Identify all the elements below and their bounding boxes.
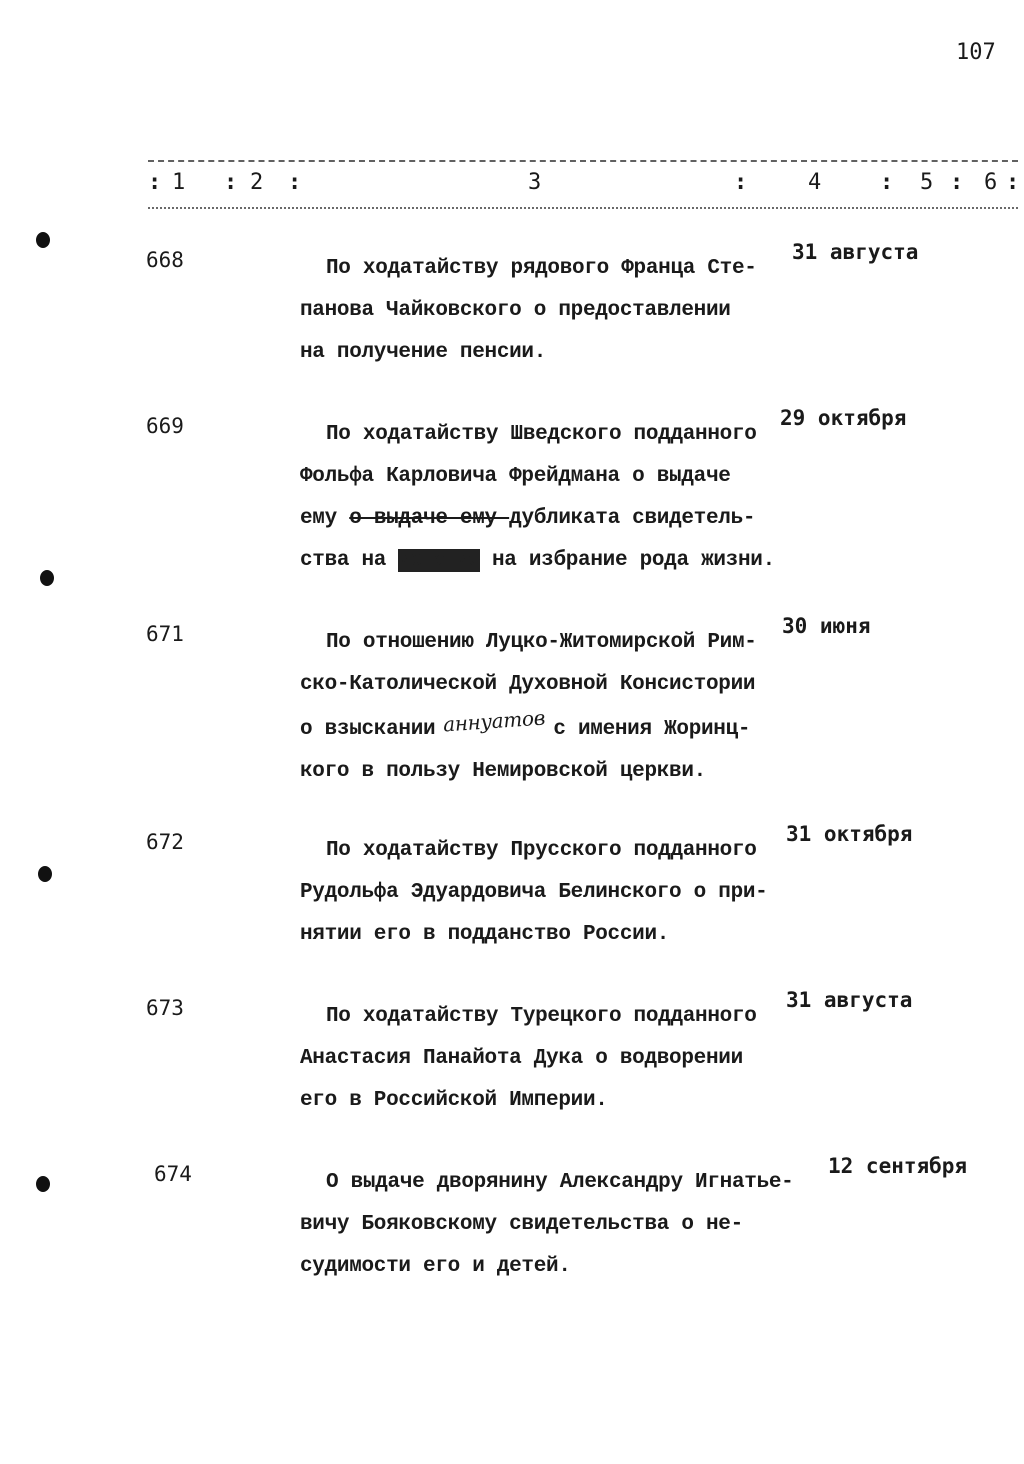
entry-number: 669 — [146, 414, 184, 438]
page-number: 107 — [956, 40, 996, 65]
column-separator: : — [734, 170, 748, 195]
binder-hole-mark — [38, 866, 52, 882]
entry-line: ско-Католической Духовной Консистории — [300, 673, 756, 696]
header-top-rule — [148, 160, 1018, 162]
entry-line — [300, 498, 800, 540]
column-header-3: 3 — [528, 170, 542, 195]
header-bottom-rule — [148, 207, 1018, 209]
struck-through-text: о выдаче ему — [349, 507, 510, 530]
entry-date: 29 октября — [780, 406, 907, 430]
binder-hole-mark — [40, 570, 54, 586]
entry-line: кого в пользу Немировской церкви. — [300, 760, 706, 783]
entry-line — [300, 540, 800, 582]
entry-text-fragment: на избрание рода жизни. — [479, 549, 775, 572]
entry-line: нятии его в подданство России. — [300, 923, 670, 946]
entry-date: 31 августа — [792, 240, 919, 264]
entry-number: 672 — [146, 830, 184, 854]
entry-line: По ходатайству Турецкого подданного — [326, 1005, 757, 1028]
entry-date: 12 сентября — [828, 1154, 968, 1178]
entry-date: 31 августа — [786, 988, 913, 1012]
entry-date: 30 июня — [782, 614, 871, 638]
column-header-1: 1 — [172, 170, 186, 195]
column-separator: : — [224, 170, 238, 195]
entry-line: По ходатайству рядового Франца Сте- — [326, 257, 757, 280]
column-separator: : — [1006, 170, 1020, 195]
entry-description — [300, 622, 800, 793]
overtyped-blot-text: издание — [398, 549, 480, 572]
column-separator: : — [950, 170, 964, 195]
entry-description — [300, 248, 800, 374]
binder-hole-mark — [36, 1176, 50, 1192]
column-header-6: 6 — [984, 170, 998, 195]
column-header-4: 4 — [808, 170, 822, 195]
entry-number: 673 — [146, 996, 184, 1020]
entry-description — [300, 414, 800, 582]
entry-line: его в Российской Империи. — [300, 1089, 608, 1112]
entry-line: панова Чайковского о предоставлении — [300, 299, 731, 322]
entry-number: 671 — [146, 622, 184, 646]
entry-line: Рудольфа Эдуардовича Белинского о при- — [300, 881, 768, 904]
entry-line: на получение пенсии. — [300, 341, 547, 364]
entry-text-fragment: ему — [300, 507, 350, 530]
column-header-5: 5 — [920, 170, 934, 195]
handwritten-insertion: аннуатов — [442, 705, 547, 737]
entry-line: По ходатайству Шведского подданного — [326, 423, 757, 446]
column-separator: : — [288, 170, 302, 195]
entry-line: О выдаче дворянину Александру Игнатье- — [326, 1171, 794, 1194]
entry-line: По ходатайству Прусского подданного — [326, 839, 757, 862]
entry-line: Анастасия Панайота Дука о водворении — [300, 1047, 743, 1070]
column-header-2: 2 — [250, 170, 264, 195]
entry-text-fragment: дубликата свидетель- — [509, 507, 756, 530]
entry-number: 668 — [146, 248, 184, 272]
entry-line: По отношению Луцко-Житомирской Рим- — [326, 631, 757, 654]
entry-date: 31 октября — [786, 822, 913, 846]
binder-hole-mark — [36, 232, 50, 248]
entry-line: вичу Бояковскому свидетельства о не- — [300, 1213, 743, 1236]
entry-description — [300, 1162, 800, 1288]
entry-line: судимости его и детей. — [300, 1255, 571, 1278]
entry-text-fragment: о взыскании — [300, 718, 436, 741]
entry-number: 674 — [154, 1162, 192, 1186]
entry-line: Фольфа Карловича Фрейдмана о выдаче — [300, 465, 731, 488]
entry-text-fragment: ства на — [300, 549, 399, 572]
column-separator: : — [148, 170, 162, 195]
entry-text-fragment: с имения Жоринц- — [553, 718, 751, 741]
entry-description — [300, 830, 800, 956]
entry-description — [300, 996, 800, 1122]
column-header-row — [0, 170, 1024, 200]
entry-line — [300, 706, 800, 751]
column-separator: : — [880, 170, 894, 195]
